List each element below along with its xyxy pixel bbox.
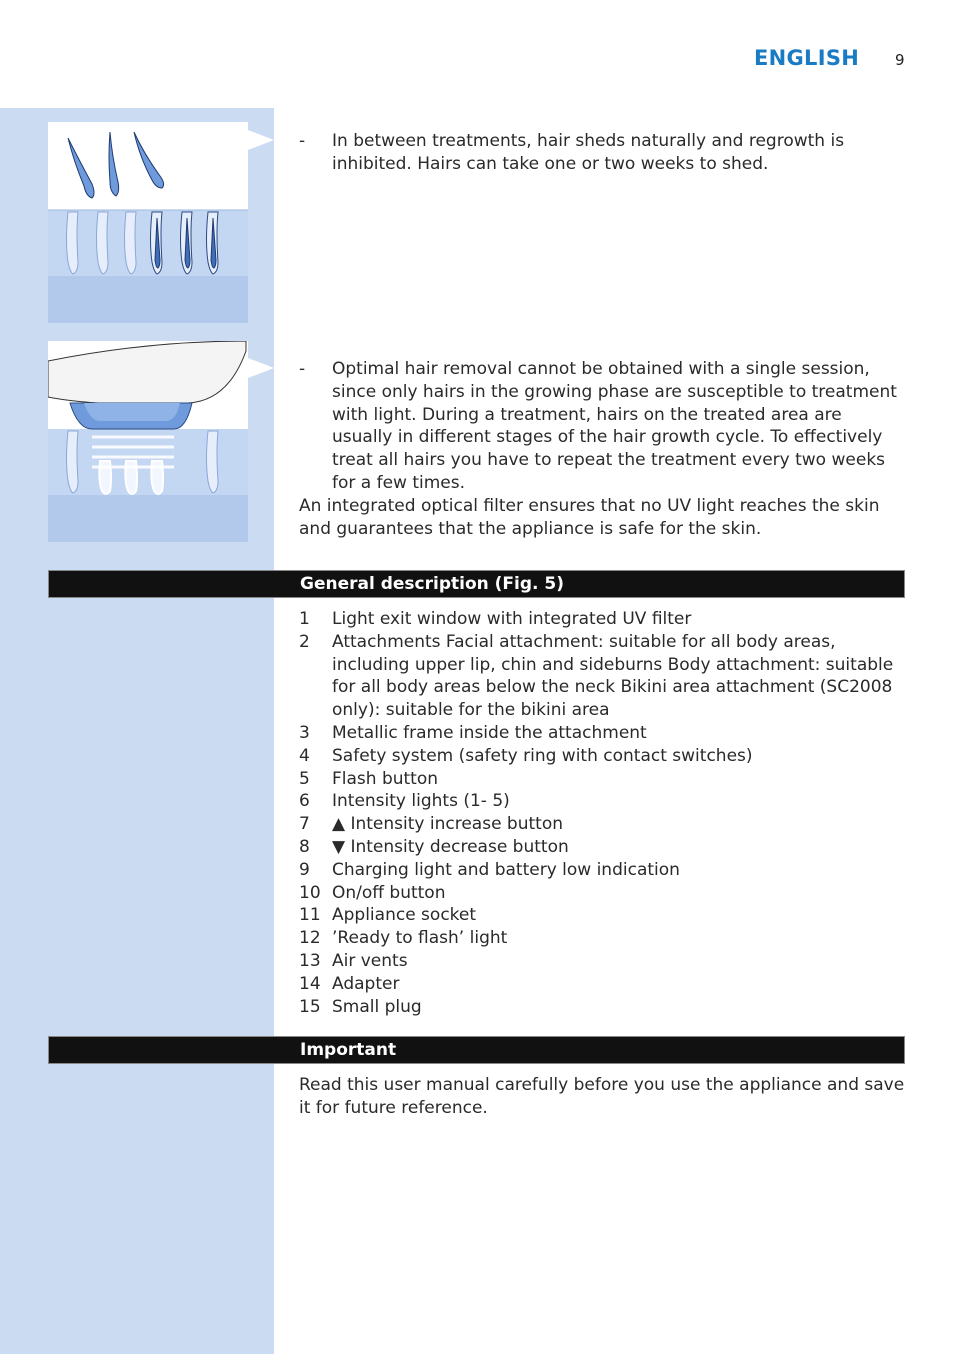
item-number: 9: [299, 859, 310, 880]
section-header-important: [48, 1036, 905, 1064]
bullet-dash: -: [299, 359, 306, 379]
general-description-list: [299, 608, 905, 1018]
item-number: 11: [299, 905, 321, 926]
list-item: [299, 722, 905, 745]
shed-text: In between treatments, hair sheds naturally and regrowth is inhibited. Hairs can take one or two weeks to shed.: [332, 131, 845, 174]
item-text: Flash button: [332, 768, 439, 789]
section-title: Important: [300, 1040, 397, 1060]
item-text: On/off button: [332, 882, 446, 903]
optimal-text: Optimal hair removal cannot be obtained with a single session, since only hairs in the growing phase are susceptible to treatment with light. During a treatment, hairs on the treated area are usually in different stages of the hair growth cycle. To effectively treat all hairs you have to repeat the treatment every two weeks for a few times.: [332, 359, 897, 493]
item-text: Attachments Facial attachment: suitable for all body areas, including upper lip, chin and sideburns Body attachment: suitable for all body areas below the neck Bikini area attachment (SC2008 only): suitable for the bikini area: [332, 631, 894, 721]
item-number: 3: [299, 722, 310, 743]
optimal-bullet-block: [299, 358, 905, 540]
item-number: 6: [299, 791, 310, 812]
item-text: Light exit window with integrated UV filter: [332, 609, 692, 629]
item-number: 5: [299, 768, 310, 789]
item-text: Small plug: [332, 996, 422, 1017]
list-item: [299, 608, 905, 631]
list-item: [299, 882, 905, 905]
item-number: 8: [299, 836, 310, 857]
bullet-item: [299, 130, 905, 176]
item-text: Charging light and battery low indication: [332, 859, 680, 880]
language-heading: ENGLISH: [754, 46, 860, 70]
list-item: [299, 996, 905, 1019]
light-treatment-illustration: [48, 341, 248, 542]
uv-filter-text: An integrated optical filter ensures that no UV light reaches the skin and guarantees that the appliance is safe for the skin.: [299, 495, 880, 539]
item-text: Metallic frame inside the attachment: [332, 722, 647, 743]
list-item: [299, 836, 905, 859]
list-item: [299, 745, 905, 768]
list-item: [299, 631, 905, 722]
hair-shedding-illustration: [48, 122, 248, 323]
item-text: ▼ Intensity decrease button: [332, 836, 569, 857]
shed-bullet: [299, 130, 905, 176]
item-number: 10: [299, 882, 321, 903]
item-text: Safety system (safety ring with contact switches): [332, 745, 753, 766]
page-number: 9: [895, 51, 905, 69]
item-number: 12: [299, 928, 321, 949]
section-title: General description (Fig. 5): [300, 574, 564, 594]
figure-pointer: [248, 358, 274, 378]
list-item: [299, 790, 905, 813]
bullet-item: [299, 358, 905, 495]
item-number: 1: [299, 609, 310, 629]
list-item: [299, 904, 905, 927]
item-text: ▲ Intensity increase button: [332, 814, 564, 835]
figure-pointer: [248, 130, 274, 150]
list-item: [299, 950, 905, 973]
item-number: 4: [299, 745, 310, 766]
item-number: 13: [299, 950, 321, 971]
list-item: [299, 768, 905, 791]
item-number: 7: [299, 814, 310, 835]
list-item: [299, 973, 905, 996]
bullet-dash: -: [299, 131, 306, 151]
item-text: Appliance socket: [332, 905, 477, 926]
list-item: [299, 813, 905, 836]
list-item: [299, 859, 905, 882]
important-text: Read this user manual carefully before you use the appliance and save it for future reference.: [299, 1075, 905, 1118]
item-text: Adapter: [332, 973, 400, 994]
item-text: Air vents: [332, 950, 408, 971]
list-item: [299, 927, 905, 950]
item-text: Intensity lights (1- 5): [332, 791, 510, 812]
item-number: 2: [299, 631, 310, 652]
item-text: ’Ready to flash’ light: [332, 928, 508, 949]
item-number: 15: [299, 996, 321, 1017]
section-header-general-description: [48, 570, 905, 598]
item-number: 14: [299, 973, 321, 994]
